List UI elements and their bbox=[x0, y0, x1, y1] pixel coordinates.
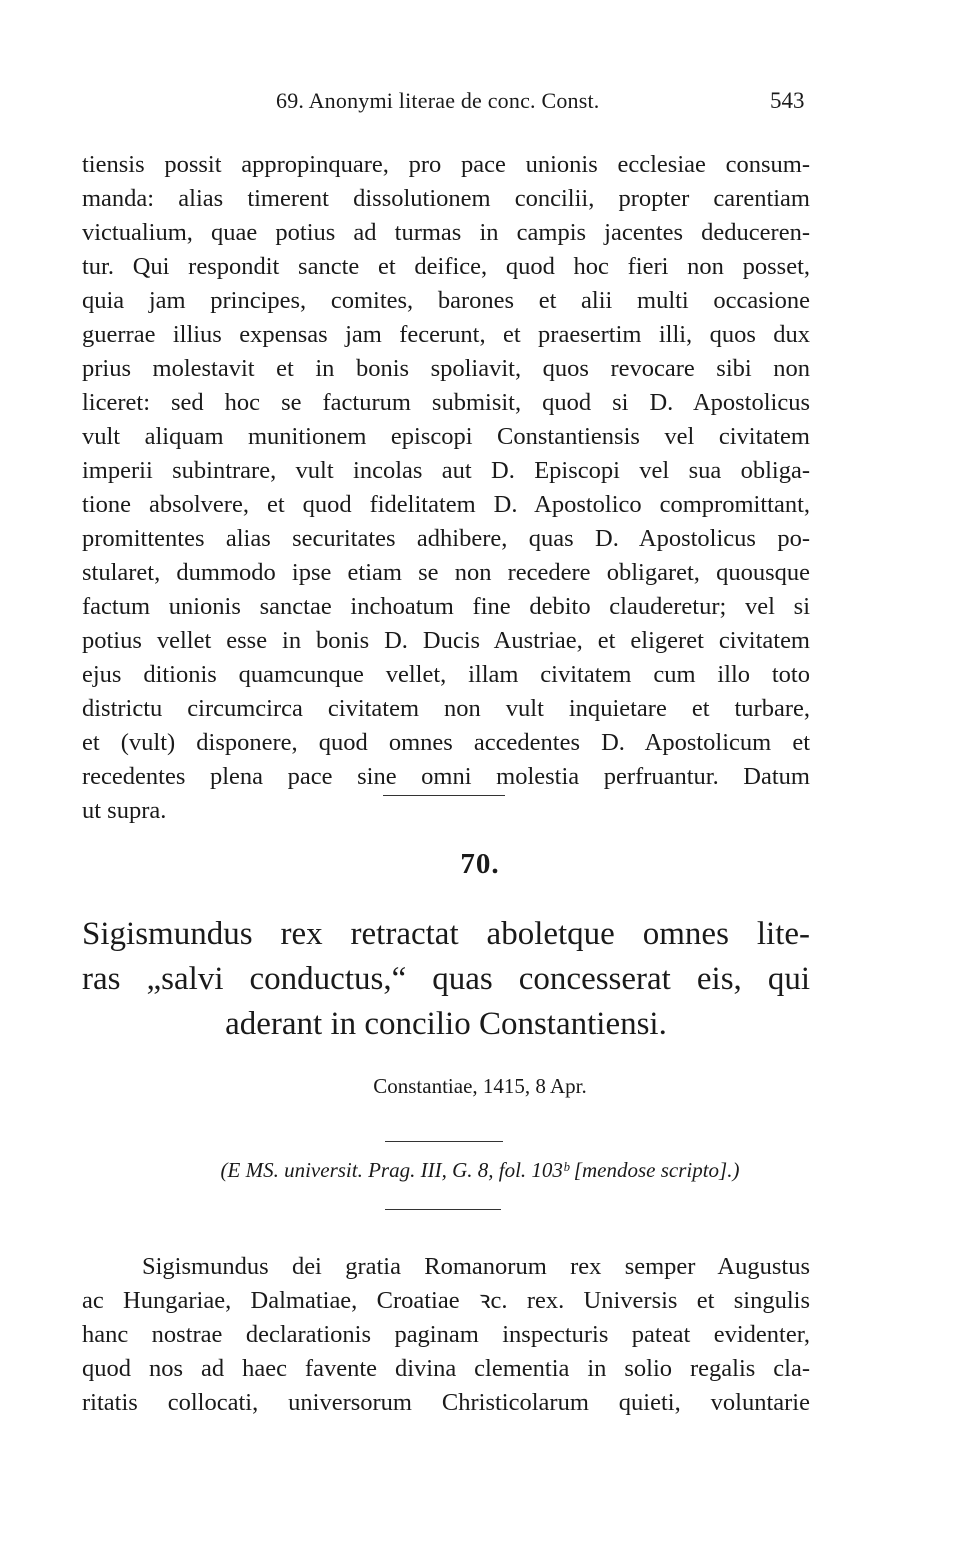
text-line: prius molestavit et in bonis spoliavit, quos revocare sibi non bbox=[82, 355, 810, 382]
text-line: factum unionis sanctae inchoatum fine debito clauderetur; vel si bbox=[82, 593, 810, 620]
text-line: vult aliquam munitionem episcopi Constantiensis vel civitatem bbox=[82, 423, 810, 450]
source-rule-top bbox=[385, 1141, 503, 1142]
text-line: tiensis possit appropinquare, pro pace unionis ecclesiae consum- bbox=[82, 151, 810, 178]
text-line: quod nos ad haec favente divina clementia in solio regalis cla- bbox=[82, 1355, 810, 1382]
document-70-text bbox=[82, 1250, 810, 1420]
text-line: recedentes plena pace sine omni molestia perfruantur. Datum bbox=[82, 763, 810, 790]
text-line: ac Hungariae, Dalmatiae, Croatiae ꝛc. rex. Universis et singulis bbox=[82, 1287, 810, 1314]
text-line: stularet, dummodo ipse etiam se non recedere obligaret, quousque bbox=[82, 559, 810, 586]
text-line: liceret: sed hoc se facturum submisit, quod si D. Apostolicus bbox=[82, 389, 810, 416]
text-line: quia jam principes, comites, barones et alii multi occasione bbox=[82, 287, 810, 314]
text-line: Sigismundus dei gratia Romanorum rex semper Augustus bbox=[142, 1253, 810, 1280]
text-line: ritatis collocati, universorum Christicolarum quieti, voluntarie bbox=[82, 1389, 810, 1416]
text-line: promittentes alias securitates adhibere, quas D. Apostolicus po- bbox=[82, 525, 810, 552]
text-line: guerrae illius expensas jam fecerunt, et praesertim illi, quos dux bbox=[82, 321, 810, 348]
document-69-text bbox=[82, 148, 810, 828]
text-line: ejus ditionis quamcunque vellet, illam civitatem cum illo toto bbox=[82, 661, 810, 688]
section-divider bbox=[383, 795, 505, 796]
text-line: tur. Qui respondit sancte et deifice, quod hoc fieri non posset, bbox=[82, 253, 810, 280]
text-line: potius vellet esse in bonis D. Ducis Austriae, et eligeret civitatem bbox=[82, 627, 810, 654]
heading-line: ras „salvi conductus,“ quas concesserat eis, qui bbox=[82, 961, 810, 997]
document-number: 70. bbox=[460, 848, 500, 880]
text-line: victualium, quae potius ad turmas in campis jacentes deduceren- bbox=[82, 219, 810, 246]
text-line: manda: alias timerent dissolutionem concilii, propter carentiam bbox=[82, 185, 810, 212]
text-line: ut supra. bbox=[82, 797, 167, 824]
text-line: imperii subintrare, vult incolas aut D. Episcopi vel sua obliga- bbox=[82, 457, 810, 484]
running-title: 69. Anonymi literae de conc. Const. bbox=[276, 88, 600, 113]
text-line: hanc nostrae declarationis paginam inspecturis pateat evidenter, bbox=[82, 1321, 810, 1348]
text-line: districtu circumcirca civitatem non vult inquietare et turbare, bbox=[82, 695, 810, 722]
source-rule-bottom bbox=[385, 1209, 501, 1210]
heading-line: Sigismundus rex retractat aboletque omnes lite- bbox=[82, 916, 810, 952]
source-note: (E MS. universit. Prag. III, G. 8, fol. 103ᵇ [mendose scripto].) bbox=[220, 1158, 740, 1182]
running-head bbox=[0, 88, 960, 120]
page-number: 543 bbox=[770, 88, 805, 113]
document-heading bbox=[82, 912, 810, 1047]
text-line: et (vult) disponere, quod omnes accedentes D. Apostolicum et bbox=[82, 729, 810, 756]
place-date: Constantiae, 1415, 8 Apr. bbox=[373, 1074, 587, 1098]
heading-line: aderant in concilio Constantiensi. bbox=[225, 1006, 667, 1042]
text-line: tione absolvere, et quod fidelitatem D. Apostolico compromittant, bbox=[82, 491, 810, 518]
